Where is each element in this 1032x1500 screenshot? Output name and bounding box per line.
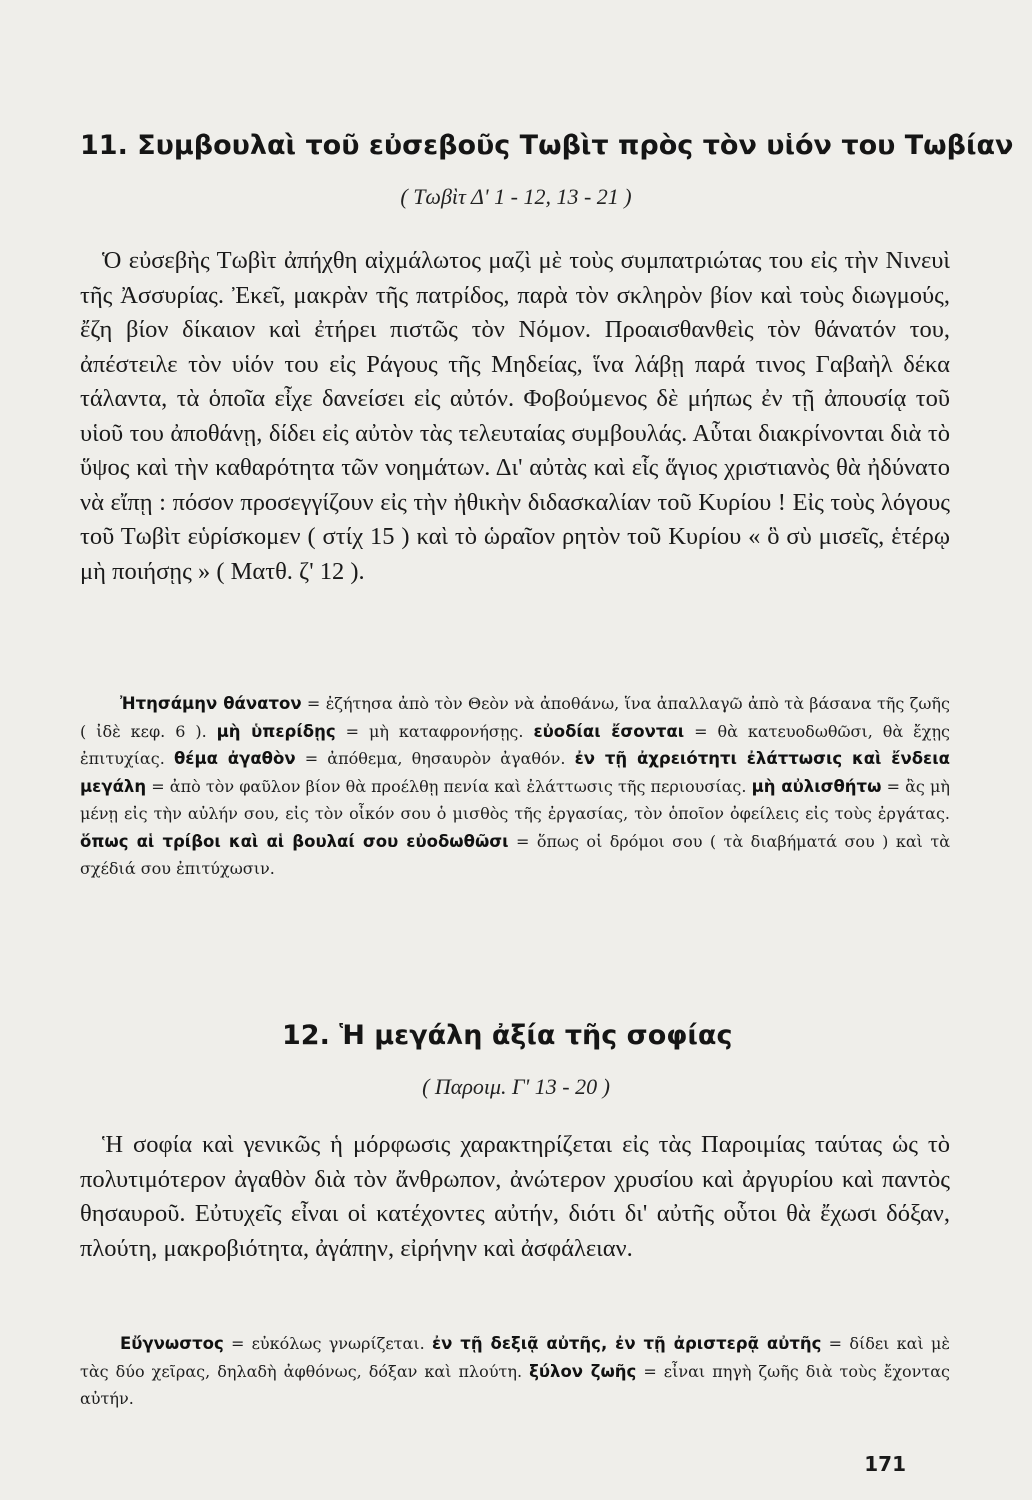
gloss-definition: = εἶναι πηγὴ ζωῆς διὰ τοὺς ἔχοντας αὐτήν.: [80, 1361, 950, 1408]
section-12-paragraph: Ἡ σοφία καὶ γενικῶς ἡ μόρφωσις χαρακτηρίζεται εἰς τὰς Παροιμίας ταύτας ὡς τὸ πολυτιμότερον ἀγαθὸν διὰ τὸν ἄνθρωπον, ἀνώτερον χρυσίου καὶ ἀργυρίου καὶ παντὸς θησαυροῦ. Εὐτυχεῖς εἶναι οἱ κατέχοντες αὐτήν, διότι δι' αὐτῆς οὗτοι θὰ ἔχωσι δόξαν, πλούτη, μακροβιότητα, ἀγάπην, εἰρήνην καὶ ἀσφάλειαν.: [80, 1131, 950, 1262]
gloss-term: ἐν τῇ ἀχρειότητι ἐλάττωσις καὶ ἔνδεια μεγάλη: [80, 749, 950, 796]
gloss-term: Ἠτησάμην θάνατον: [120, 694, 302, 713]
section-11-heading: 11. Συμβουλαὶ τοῦ εὐσεβοῦς Τωβὶτ πρὸς τὸν υἱόν του Τωβίαν: [80, 130, 1014, 161]
gloss-definition: = ὅπως οἱ δρόμοι σου ( τὰ διαβήματά σου ) καὶ τὰ σχέδιά σου ἐπιτύχωσιν.: [80, 831, 950, 878]
section-11-glossary: [80, 690, 950, 883]
gloss-definition: = ἀπὸ τὸν φαῦλον βίον θὰ προέλθῃ πενία καὶ ἐλάττωσις τῆς περιουσίας.: [146, 776, 752, 796]
gloss-definition: = δίδει καὶ μὲ τὰς δύο χεῖρας, δηλαδὴ ἀφθόνως, δόξαν καὶ πλούτη.: [80, 1334, 950, 1381]
gloss-term: μὴ ὑπερίδῃς: [216, 721, 336, 741]
gloss-definition: = εὐκόλως γνωρίζεται.: [223, 1334, 432, 1353]
section-11-paragraph: Ὁ εὐσεβὴς Τωβὶτ ἀπήχθη αἰχμάλωτος μαζὶ μὲ τοὺς συμπατριώτας του εἰς τὴν Νινευὶ τῆς Ἀσσυρίας. Ἐκεῖ, μακρὰν τῆς πατρίδος, παρὰ τὸν σκληρὸν βίον καὶ τοὺς διωγμούς, ἔζη βίον δίκαιον καὶ ἐτήρει πιστῶς τὸν Νόμον. Προαισθανθεὶς τὸν θάνατόν του, ἀπέστειλε τὸν υἱόν του εἰς Ράγους τῆς Μηδείας, ἵνα λάβῃ παρά τινος Γαβαὴλ δέκα τάλαντα, τὰ ὁποῖα εἶχε δανείσει εἰς αὐτόν. Φοβούμενος δὲ μήπως ἐν τῇ ἀπουσίᾳ τοῦ υἱοῦ του ἀποθάνῃ, δίδει εἰς αὐτὸν τὰς τελευταίας συμβουλάς. Αὗται διακρίνονται διὰ τὸ ὕψος καὶ τὴν καθαρότητα τῶν νοημάτων. Δι' αὐτὰς καὶ εἷς ἅγιος χριστιανὸς θὰ ἠδύνατο νὰ εἴπῃ : πόσον προσεγγίζουν εἰς τὴν ἠθικὴν διδασκαλίαν τοῦ Κυρίου ! Εἰς τοὺς λόγους τοῦ Τωβὶτ εὑρίσκομεν ( στίχ 15 ) καὶ τὸ ὡραῖον ρητὸν τοῦ Κυρίου « ὃ σὺ μισεῖς, ἑτέρῳ μὴ ποιήσῃς » ( Ματθ. ζ' 12 ).: [80, 247, 950, 585]
section-12-heading: 12. Ἡ μεγάλη ἀξία τῆς σοφίας: [282, 1020, 733, 1051]
gloss-term: ξύλον ζωῆς: [529, 1361, 637, 1381]
gloss-term: ὅπως αἱ τρίβοι καὶ αἱ βουλαί σου εὐοδωθῶσι: [80, 831, 509, 851]
section-11-reference: ( Τωβὶτ Δ' 1 - 12, 13 - 21 ): [400, 184, 632, 209]
gloss-definition: = ἐζήτησα ἀπὸ τὸν Θεὸν νὰ ἀποθάνω, ἵνα ἀπαλλαγῶ ἀπὸ τὰ βάσανα τῆς ζωῆς ( ἰδὲ κεφ. 6 ).: [80, 694, 950, 741]
gloss-definition: = ἂς μὴ μένῃ εἰς τὴν αὐλήν σου, εἰς τὸν οἶκόν σου ὁ μισθὸς τῆς ἐργασίας, τὸν ὁποῖον ὀφείλεις εἰς τοὺς ἐργάτας.: [80, 776, 950, 823]
gloss-term: εὐοδίαι ἔσονται: [533, 721, 685, 741]
section-12-reference: ( Παροιμ. Γ' 13 - 20 ): [422, 1074, 610, 1099]
gloss-term: Εὔγνωστος: [120, 1334, 224, 1353]
gloss-term: ἐν τῇ δεξιᾷ αὐτῆς, ἐν τῇ ἀριστερᾷ αὐτῆς: [431, 1334, 822, 1353]
page-number: 171: [864, 1452, 906, 1476]
gloss-definition: = μὴ καταφρονήσῃς.: [335, 721, 534, 741]
gloss-term: θέμα ἀγαθὸν: [173, 749, 296, 768]
gloss-definition: = θὰ κατευοδωθῶσι, θὰ ἔχῃς ἐπιτυχίας.: [80, 721, 951, 768]
section-12-glossary: [80, 1330, 950, 1413]
section-12-body: [80, 1128, 950, 1266]
gloss-definition: = ἀπόθεμα, θησαυρὸν ἀγαθόν.: [295, 749, 575, 768]
section-11-body: [80, 244, 950, 589]
gloss-term: μὴ αὐλισθήτω: [751, 776, 882, 796]
